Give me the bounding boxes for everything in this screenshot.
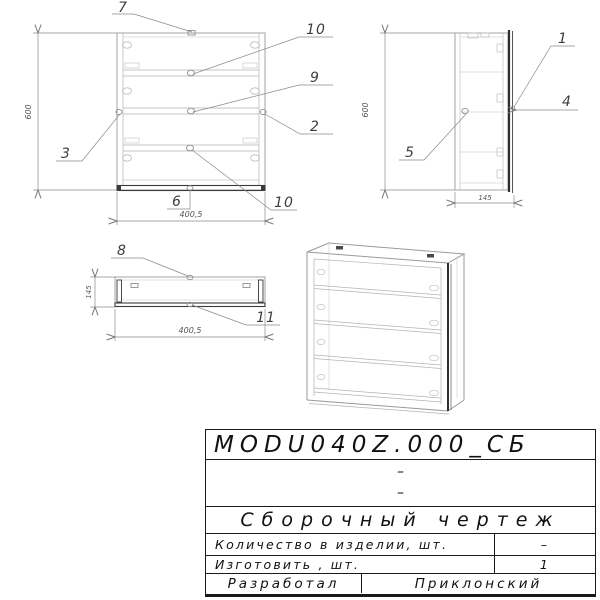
side-view-outline: [455, 33, 508, 190]
side-shelf-lines: [460, 37, 503, 183]
callout-1: 1: [558, 31, 568, 47]
iso-hanger-left: [336, 246, 343, 250]
front-dimensions: [33, 33, 265, 225]
top-depth-dim: 145: [85, 285, 93, 299]
callout-10-top: 10: [306, 22, 326, 38]
top-dimensions: [90, 277, 265, 341]
top-fitting-right: [243, 284, 250, 288]
top-fitting-left: [131, 284, 138, 288]
callout-5: 5: [405, 145, 415, 161]
make-label: Изготовить , шт.: [215, 557, 361, 572]
top-right-side-panel: [259, 280, 264, 302]
callout-3: 3: [61, 146, 71, 162]
title-block-make-row: [206, 556, 595, 574]
side-callout-leaders: [399, 46, 578, 160]
side-height-dim: 600: [361, 102, 370, 118]
iso-shelf-lines: [314, 285, 441, 402]
developer-name: Приклонский: [361, 574, 595, 593]
front-height-dim: 600: [24, 104, 33, 120]
top-left-side-panel: [117, 280, 122, 302]
front-view: [116, 31, 266, 191]
title-block-developer-row: [206, 574, 595, 593]
top-callout-leaders: [111, 258, 280, 325]
callout-8: 8: [117, 243, 127, 259]
top-width-dim: 400,5: [178, 326, 202, 335]
side-depth-dim: 145: [478, 194, 492, 202]
front-callout-targets: [116, 31, 266, 191]
doc-type: Сборочный чертеж: [240, 509, 561, 531]
title-block-qty-row: [206, 534, 595, 556]
title-block-note-row: [206, 460, 595, 507]
qty-label: Количество в изделии, шт.: [215, 537, 449, 552]
title-block: [205, 429, 596, 597]
callout-10-bottom: 10: [274, 195, 294, 211]
note-dash-2: –: [397, 485, 404, 501]
side-view: [455, 30, 515, 193]
developer-label: Разработал: [227, 575, 340, 592]
side-dimensions: [380, 33, 514, 208]
top-view-outline: [115, 277, 265, 303]
callout-7: 7: [118, 0, 128, 16]
callout-9: 9: [310, 70, 320, 86]
front-width-dim: 400,5: [179, 210, 203, 219]
top-view: [115, 275, 265, 306]
iso-cam-fittings: [317, 269, 439, 395]
title-block-doc-number-row: [206, 430, 595, 460]
callout-2: 2: [310, 119, 320, 135]
isometric-view: [307, 243, 464, 414]
title-block-doc-type-row: [206, 507, 595, 534]
front-shelf-lines: [123, 70, 259, 180]
callout-6: 6: [172, 194, 182, 210]
top-front-edge: [115, 303, 265, 307]
make-value: 1: [494, 556, 595, 573]
callout-4: 4: [562, 94, 572, 110]
front-cam-fittings: [123, 42, 260, 161]
iso-hanger-right: [427, 254, 434, 258]
doc-number: MODU040Z.000_СБ: [214, 431, 531, 458]
side-cam-fitting: [462, 108, 468, 113]
side-fittings: [468, 33, 503, 178]
callout-11: 11: [256, 310, 276, 326]
qty-value: –: [494, 534, 595, 555]
note-dash-1: –: [397, 464, 404, 480]
